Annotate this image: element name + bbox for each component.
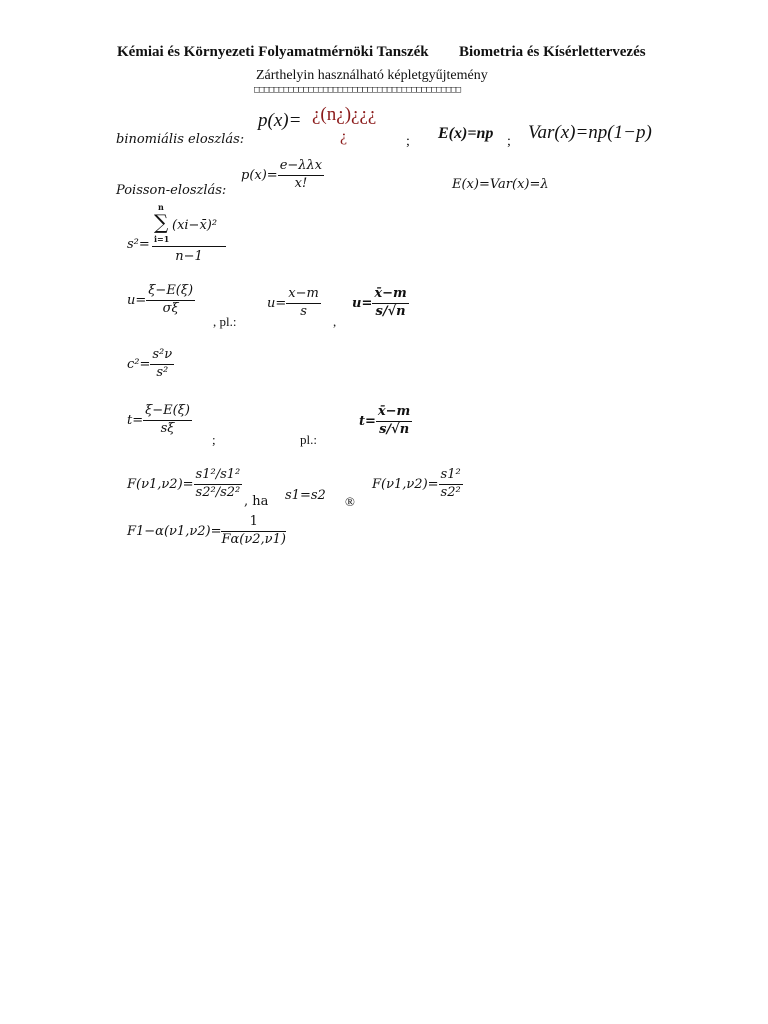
f-condition-label: , ha	[244, 494, 269, 509]
u-example-label: , pl.:	[213, 314, 237, 329]
t-mean-fraction	[376, 405, 412, 438]
t-mean-denominator: s/√n	[379, 422, 410, 437]
poisson-formula	[241, 156, 324, 196]
variance-numerator	[152, 204, 226, 247]
chi-fraction	[150, 348, 174, 381]
variance-denominator: n−1	[175, 249, 203, 264]
binomial-garbled-bottom: ¿	[340, 128, 348, 145]
f-inverse-formula	[127, 510, 286, 554]
sum-upper-limit: n	[158, 202, 164, 212]
f-reduced-denominator: s2²	[440, 485, 461, 500]
f-inverse-lhs: F1−α(ν1,ν2)=	[127, 524, 222, 539]
f-reduced-fraction	[439, 468, 463, 501]
poisson-lhs: p(x)=	[241, 168, 278, 183]
chi-lhs: c²=	[127, 357, 151, 372]
f-lhs: F(ν1,ν2)=	[127, 477, 194, 492]
binomial-separator-2: ;	[507, 134, 511, 149]
u-mean-lhs: u=	[352, 296, 373, 311]
sum-lower-limit: i=1	[154, 234, 170, 244]
u-formula-sample	[267, 284, 321, 324]
document-subtitle: Zárthelyin használható képletgyűjtemény	[256, 68, 488, 83]
t-mean-lhs: t=	[359, 414, 376, 429]
t-separator: ;	[212, 432, 216, 447]
poisson-denominator: x!	[294, 176, 308, 191]
chi-numerator: s²ν	[150, 348, 174, 365]
f-formula-general	[127, 462, 242, 508]
f-condition: s1=s2	[285, 488, 326, 503]
poisson-label: Poisson-eloszlás:	[116, 183, 227, 198]
u-fraction	[146, 284, 195, 317]
binomial-mean: E(x)=np	[438, 125, 494, 142]
f-inverse-denominator: Fα(ν2,ν1)	[221, 532, 286, 547]
binomial-separator-1: ;	[406, 134, 410, 149]
placeholder-box-row: □□□□□□□□□□□□□□□□□□□□□□□□□□□□□□□□□□□□□□□□□□	[254, 85, 461, 95]
u-mean-fraction	[372, 287, 408, 320]
binomial-label: binomiális eloszlás:	[116, 132, 245, 147]
f-numerator: s1²/s1²	[194, 468, 243, 485]
f-denominator: s2²/s2²	[195, 485, 241, 500]
u-numerator: ξ−E(ξ)	[146, 284, 195, 301]
t-fraction	[143, 404, 192, 437]
u-mean-denominator: s/√n	[375, 304, 406, 319]
f-inverse-numerator: 1	[221, 515, 285, 532]
u-mean-numerator: x̄−m	[372, 287, 408, 304]
department-name: Kémiai és Környezeti Folyamatmérnöki Tanszék	[117, 44, 429, 60]
u-sample-lhs: u=	[267, 296, 287, 311]
binomial-variance: Var(x)=np(1−p)	[528, 122, 652, 143]
variance-lhs: s²=	[127, 237, 150, 252]
sum-icon: ∑	[154, 210, 169, 234]
u-sample-numerator: x−m	[286, 287, 321, 304]
t-lhs: t=	[127, 413, 144, 428]
t-denominator: sξ	[160, 421, 175, 436]
chi-square-formula	[127, 344, 174, 386]
course-name: Biometria és Kísérlettervezés	[459, 44, 646, 60]
u-formula-mean	[352, 284, 409, 324]
t-mean-numerator: x̄−m	[376, 405, 412, 422]
u-sample-fraction	[286, 287, 321, 320]
f-formula-reduced	[372, 462, 463, 508]
u-denominator: σξ	[162, 301, 179, 316]
poisson-fraction	[278, 159, 324, 192]
f-inverse-fraction	[221, 515, 285, 548]
u-separator: ,	[333, 314, 337, 329]
f-fraction	[194, 468, 243, 501]
t-formula-general	[127, 400, 192, 442]
u-formula-general	[127, 280, 195, 322]
poisson-numerator: e−λλx	[278, 159, 324, 176]
t-numerator: ξ−E(ξ)	[143, 404, 192, 421]
variance-fraction	[152, 204, 226, 264]
variance-sum-term: (xi−x̄)²	[172, 218, 218, 233]
u-lhs: u=	[127, 293, 147, 308]
chi-denominator: s²	[156, 365, 169, 380]
t-example-label: pl.:	[300, 432, 317, 447]
t-formula-mean	[359, 402, 412, 442]
poisson-moments: E(x)=Var(x)=λ	[452, 177, 549, 192]
binomial-garbled-top: ¿(n¿)¿¿¿	[312, 104, 377, 125]
implies-symbol: ®	[345, 494, 355, 509]
u-sample-denominator: s	[300, 304, 307, 319]
f-reduced-lhs: F(ν1,ν2)=	[372, 477, 439, 492]
f-reduced-numerator: s1²	[439, 468, 463, 485]
binomial-lhs: p(x)=	[258, 110, 302, 131]
